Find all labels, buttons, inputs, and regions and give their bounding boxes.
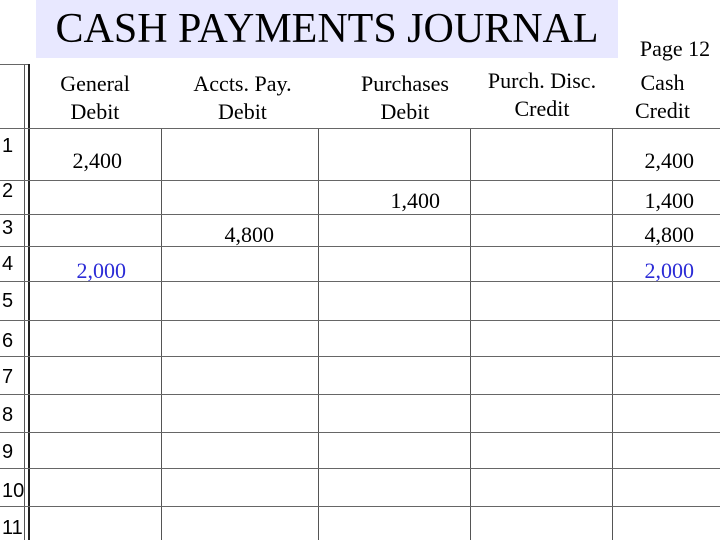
row3-accts-pay-debit: 4,800 (224, 222, 274, 247)
row3-cash-credit: 4,800 (644, 222, 694, 247)
row-number: 8 (2, 404, 14, 426)
header-purchases-debit (335, 70, 475, 126)
row-line (0, 180, 720, 181)
row4-general-debit: 2,000 (76, 258, 126, 283)
column-divider (318, 128, 319, 540)
row-line (0, 214, 720, 215)
header-line2: Debit (380, 99, 430, 124)
header-line1: Cash (640, 70, 685, 95)
page-label: Page 12 (639, 36, 711, 61)
column-divider (470, 128, 471, 540)
row-number: 4 (2, 253, 14, 275)
row-line (0, 128, 720, 129)
header-line1: Purch. Disc. (487, 68, 597, 93)
row-line (0, 356, 720, 357)
row-line (0, 64, 28, 65)
header-accts-pay-debit (165, 70, 320, 126)
row-number: 3 (2, 217, 14, 239)
header-cash-credit (615, 69, 710, 125)
row-line (0, 506, 720, 507)
header-line2: Credit (514, 96, 570, 121)
row2-purchases-debit: 1,400 (390, 188, 440, 213)
header-line2: Debit (218, 99, 267, 124)
row-number: 7 (2, 366, 14, 388)
header-purch-disc-credit (472, 67, 612, 123)
row-number: 6 (2, 330, 14, 352)
row4-cash-credit: 2,000 (644, 258, 694, 283)
header-line2: Credit (635, 98, 690, 123)
row-line (0, 320, 720, 321)
row-line (0, 394, 720, 395)
row1-general-debit: 2,400 (72, 148, 122, 173)
row-line (0, 432, 720, 433)
journal-title: CASH PAYMENTS JOURNAL (55, 6, 599, 52)
header-line1: Accts. Pay. (193, 71, 292, 96)
header-line1: General (60, 71, 130, 96)
row-number: 11 (2, 517, 23, 539)
row-line (0, 468, 720, 469)
row-number: 2 (2, 180, 14, 202)
row2-cash-credit: 1,400 (644, 188, 694, 213)
header-line1: Purchases (361, 71, 449, 96)
row-number: 5 (2, 290, 14, 312)
column-divider (161, 128, 162, 540)
row-number: 9 (2, 441, 14, 463)
header-line2: Debit (70, 99, 120, 124)
header-general-debit (30, 70, 160, 126)
row-number: 1 (2, 135, 14, 157)
row1-cash-credit: 2,400 (644, 148, 694, 173)
row-number: 10 (2, 480, 25, 502)
